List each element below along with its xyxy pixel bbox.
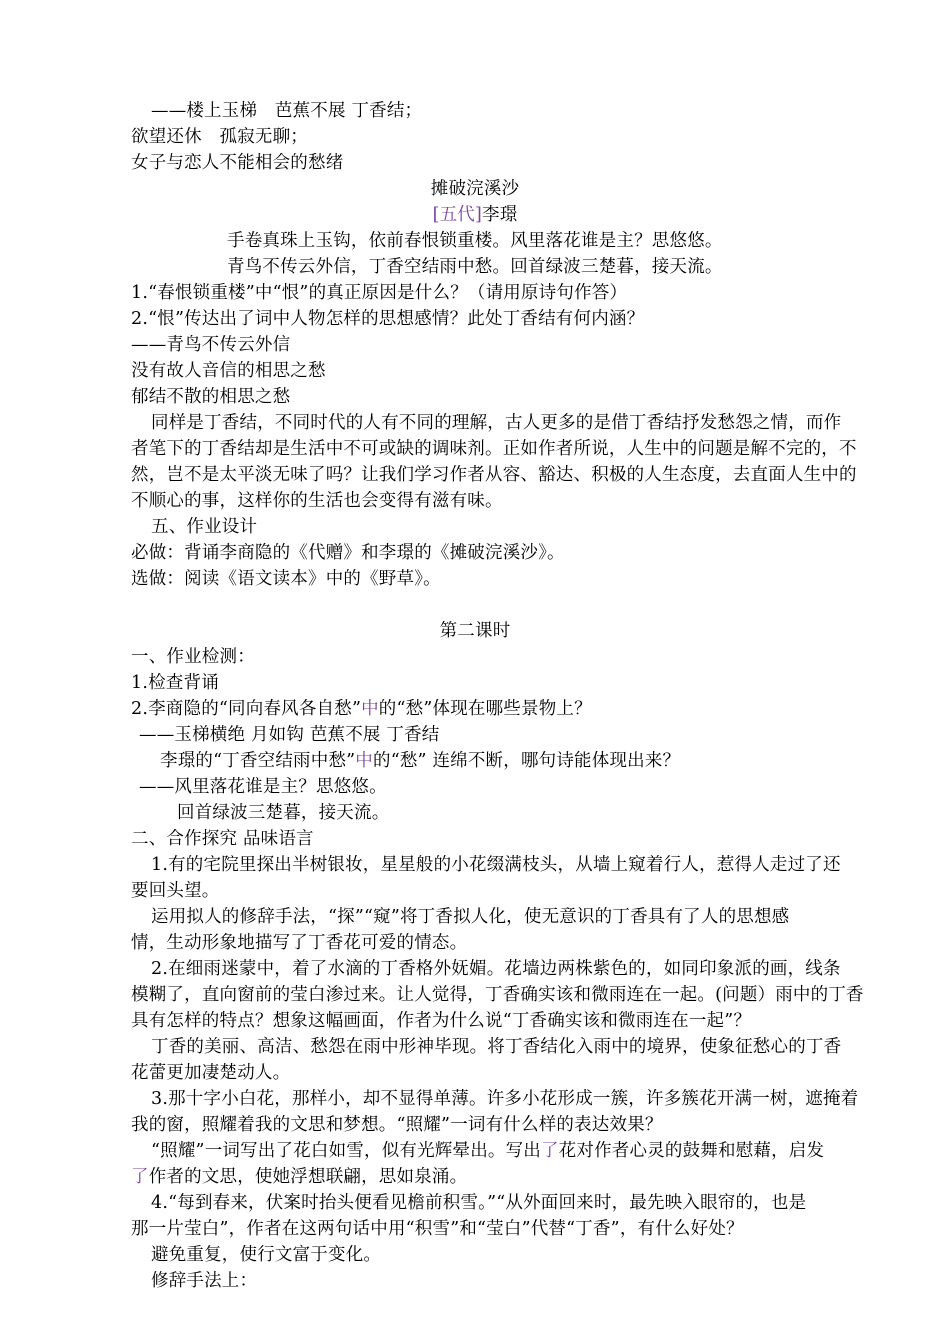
- poem-title: 摊破浣溪沙: [430, 179, 520, 199]
- paragraph-line: 然，岂不是太平淡无味了吗？让我们学习作者从容、豁达、积极的人生态度，去直面人生中的: [131, 465, 857, 485]
- highlight-char: 中: [361, 699, 379, 719]
- answer: ——玉梯横绝 月如钩 芭蕉不展 丁香结: [139, 725, 440, 745]
- highlight-char: 了: [541, 1141, 559, 1161]
- question-part: 的“愁”体现在哪些景物上？: [378, 699, 592, 719]
- dynasty-label: [五代]: [432, 205, 483, 225]
- paragraph-line: [131, 1164, 467, 1190]
- author-name: 李璟: [482, 205, 518, 225]
- answer: ——风里落花谁是主？思悠悠。: [139, 777, 387, 797]
- paragraph-line: 者笔下的丁香结却是生活中不可或缺的调味剂。正如作者所说，人生中的问题是解不完的，不: [131, 439, 857, 459]
- lesson-title: 第二课时: [439, 621, 511, 641]
- answer: 回首绿波三楚暮，接天流。: [177, 803, 390, 823]
- text-line: 女子与恋人不能相会的愁绪: [131, 153, 344, 173]
- highlight-char: 了: [131, 1167, 149, 1187]
- homework-required: 必做：背诵李商隐的《代赠》和李璟的《摊破浣溪沙》。: [131, 543, 565, 563]
- paragraph-line: 2.在细雨迷蒙中，着了水滴的丁香格外妩媚。花墙边两株紫色的，如同印象派的画，线条: [151, 959, 841, 979]
- question: 1.“春恨锁重楼”中“恨”的真正原因是什么？（请用原诗句作答）: [131, 283, 628, 303]
- paragraph-line: 那一片莹白”，作者在这两句话中用“积雪”和“莹白”代替“丁香”，有什么好处？: [131, 1219, 744, 1239]
- answer: ——青鸟不传云外信: [131, 335, 291, 355]
- highlight-char: 中: [355, 751, 373, 771]
- paragraph-line: 修辞手法上：: [151, 1271, 258, 1291]
- text-line: ——楼上玉梯 芭蕉不展 丁香结；: [151, 101, 423, 121]
- paragraph-line: [151, 1138, 824, 1164]
- question: 2.“恨”传达出了词中人物怎样的思想感情？此处丁香结有何内涵？: [131, 309, 645, 329]
- paragraph-line: 避免重复，使行文富于变化。: [151, 1245, 382, 1265]
- section-heading: 五、作业设计: [151, 517, 258, 537]
- paragraph-line: 花蕾更加凄楚动人。: [131, 1063, 291, 1083]
- paragraph-line: 模糊了，直向窗前的莹白渗过来。让人觉得，丁香确实该和微雨连在一起。(问题）雨中的丁香: [131, 985, 864, 1005]
- section-heading: 一、作业检测：: [131, 647, 255, 667]
- poem-line: 手卷真珠上玉钩，依前春恨锁重楼。风里落花谁是主？思悠悠。: [227, 231, 723, 251]
- paragraph-line: 要回头望。: [131, 881, 220, 901]
- paragraph-line: 1.有的宅院里探出半树银妆，星星般的小花缀满枝头，从墙上窥着行人，惹得人走过了还: [151, 855, 841, 875]
- question-part: 李璟的“丁香空结雨中愁”: [160, 751, 356, 771]
- paragraph-line: 4.“每到春来，伏案时抬头便看见檐前积雪。”“从外面回来时，最先映入眼帘的，也是: [151, 1193, 807, 1213]
- section-heading: 二、合作探究 品味语言: [131, 829, 314, 849]
- text-part: 作者的文思，使她浮想联翩，思如泉涌。: [148, 1167, 468, 1187]
- paragraph-line: 运用拟人的修辞手法，“探”“窥”将丁香拟人化，使无意识的丁香具有了人的思想感: [151, 907, 790, 927]
- paragraph-line: 不顺心的事，这样你的生活也会变得有滋有味。: [131, 491, 503, 511]
- question-part: 2.李商隐的“同向春风各自愁”: [131, 699, 362, 719]
- paragraph-line: 同样是丁香结，不同时代的人有不同的理解，古人更多的是借丁香结抒发愁怨之情，而作: [151, 413, 842, 433]
- paragraph-line: 我的窗，照耀着我的文思和梦想。“照耀”一词有什么样的表达效果？: [131, 1115, 663, 1135]
- paragraph-line: 3.那十字小白花，那样小，却不显得单薄。许多小花形成一簇，许多簇花开满一树，遮掩着: [151, 1089, 859, 1109]
- question: [160, 748, 680, 774]
- question: [131, 696, 592, 722]
- paragraph-line: 情，生动形象地描写了丁香花可爱的情态。: [131, 933, 468, 953]
- paragraph-line: 具有怎样的特点？想象这幅画面，作者为什么说“丁香确实该和微雨连在一起”？: [131, 1011, 752, 1031]
- text-part: “照耀”一词写出了花白如雪，似有光辉晕出。写出: [151, 1141, 541, 1161]
- poem-line: 青鸟不传云外信，丁香空结雨中愁。回首绿波三楚暮，接天流。: [227, 257, 723, 277]
- paragraph-line: 丁香的美丽、高洁、愁怨在雨中形神毕现。将丁香结化入雨中的境界，使象征愁心的丁香: [151, 1037, 842, 1057]
- text-line: 欲望还休 孤寂无聊；: [131, 127, 308, 147]
- text-part: 花对作者心灵的鼓舞和慰藉，启发: [558, 1141, 825, 1161]
- answer: 没有故人音信的相思之愁: [131, 361, 326, 381]
- homework-optional: 选做：阅读《语文读本》中的《野草》。: [131, 569, 441, 589]
- text-line: 1.检查背诵: [131, 673, 219, 693]
- question-part: 的“愁” 连绵不断，哪句诗能体现出来？: [373, 751, 681, 771]
- poem-author: [0, 202, 950, 228]
- answer: 郁结不散的相思之愁: [131, 387, 291, 407]
